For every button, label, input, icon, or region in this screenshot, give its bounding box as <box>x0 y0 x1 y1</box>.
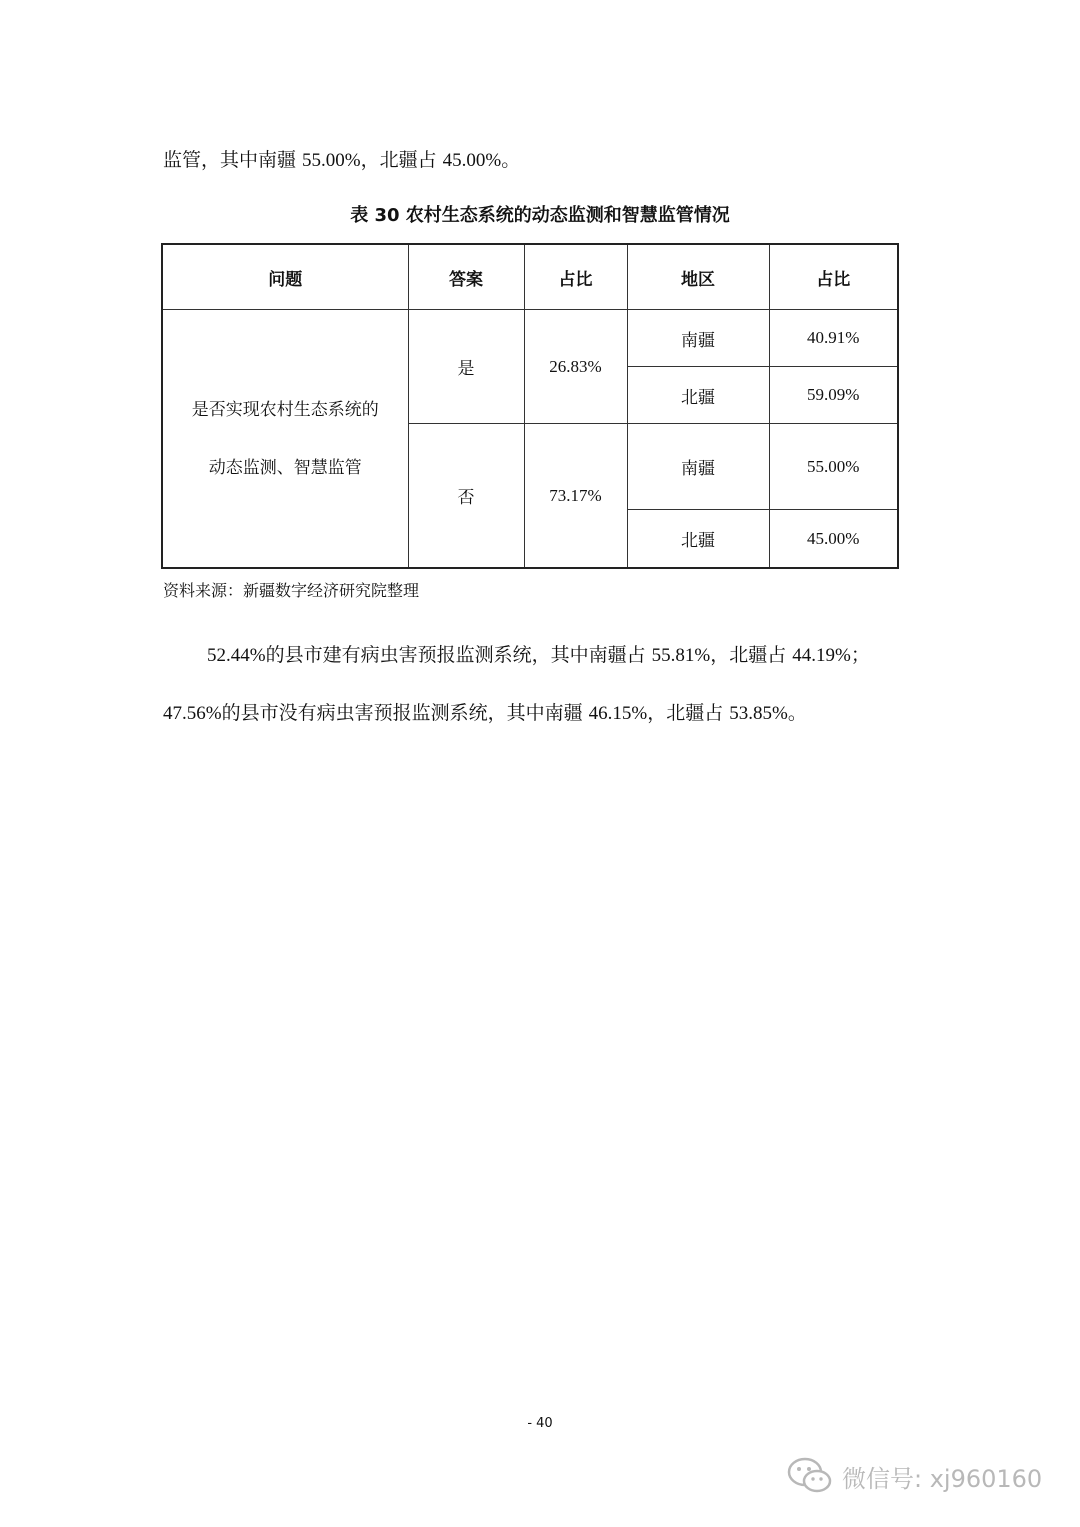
paragraph-line-1: 52.44%的县市建有病虫害预报监测系统，其中南疆占 55.81%，北疆占 44.19%； <box>207 644 870 666</box>
table-row <box>162 310 898 367</box>
header-region: 地区 <box>627 244 769 310</box>
table-source: 资料来源：新疆数字经济研究院整理 <box>163 581 420 600</box>
region-cell: 南疆 <box>627 310 769 367</box>
answer-no: 否 <box>408 424 524 568</box>
region-share-cell: 45.00% <box>769 510 898 568</box>
region-share-cell: 59.09% <box>769 367 898 424</box>
header-share: 占比 <box>524 244 627 310</box>
table-header-row <box>162 244 898 310</box>
region-cell: 南疆 <box>627 424 769 510</box>
answer-yes-share: 26.83% <box>524 310 627 424</box>
page-number: - 40 <box>527 1416 553 1431</box>
region-cell: 北疆 <box>627 510 769 568</box>
watermark <box>786 1456 1042 1496</box>
answer-yes: 是 <box>408 310 524 424</box>
header-region-share: 占比 <box>769 244 898 310</box>
data-table <box>161 243 899 569</box>
region-cell: 北疆 <box>627 367 769 424</box>
region-share-cell: 55.00% <box>769 424 898 510</box>
watermark-text: 微信号: xj960160 <box>842 1464 1043 1493</box>
answer-no-share: 73.17% <box>524 424 627 568</box>
question-cell: 是否实现农村生态系统的 动态监测、智慧监管 <box>162 310 408 569</box>
table-title: 表 30 农村生态系统的动态监测和智慧监管情况 <box>350 205 730 226</box>
header-question: 问题 <box>162 244 408 310</box>
intro-line: 监管，其中南疆 55.00%，北疆占 45.00%。 <box>163 149 521 171</box>
wechat-icon <box>786 1456 834 1496</box>
paragraph-line-2: 47.56%的县市没有病虫害预报监测系统，其中南疆 46.15%，北疆占 53.85%。 <box>163 702 807 724</box>
header-answer: 答案 <box>408 244 524 310</box>
region-share-cell: 40.91% <box>769 310 898 367</box>
